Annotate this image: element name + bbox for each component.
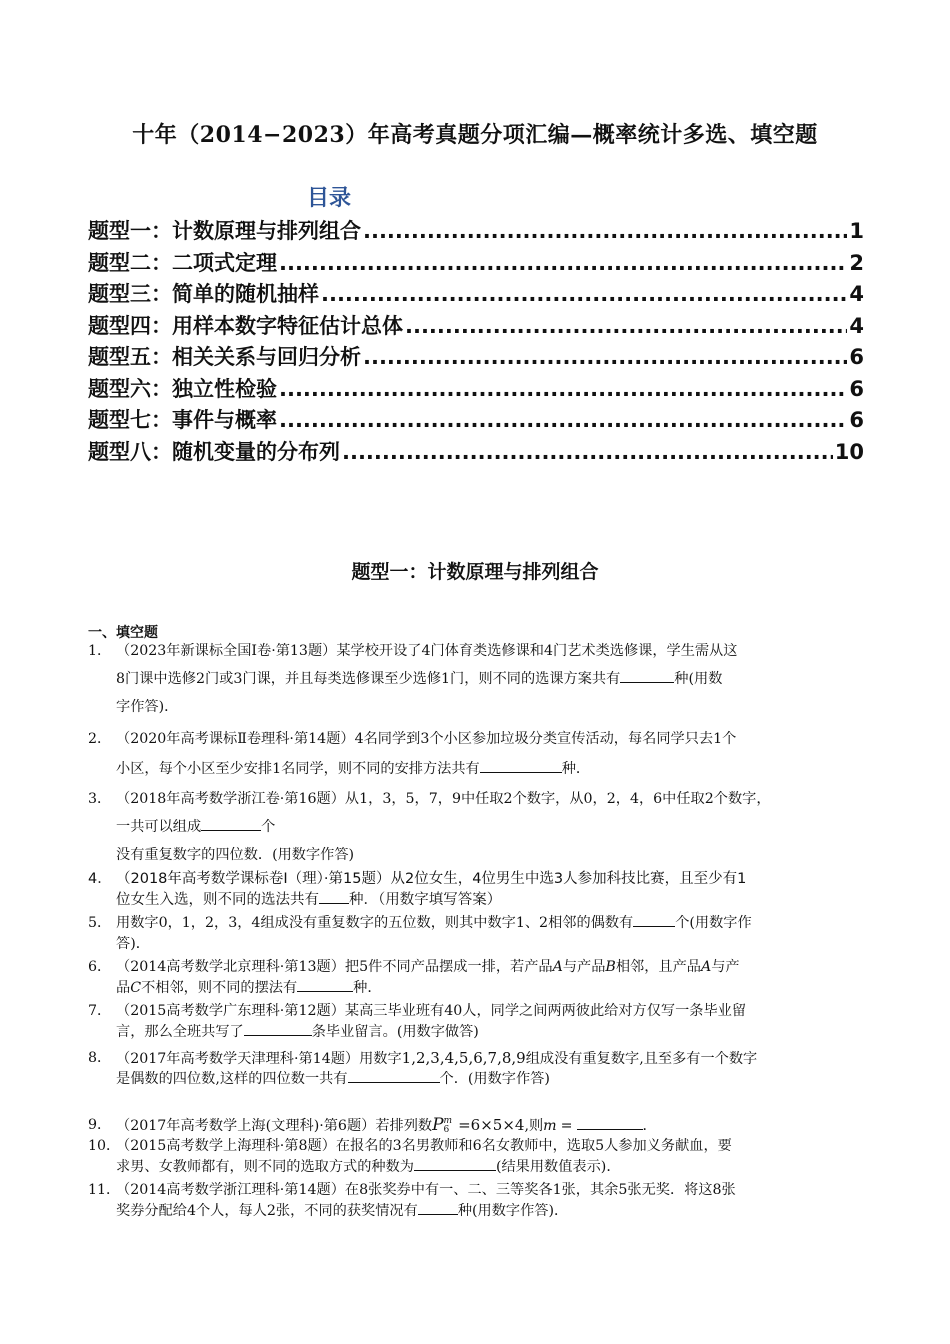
toc-leader-dots [321,282,847,306]
question-line [116,788,870,816]
question-number: 3． [88,791,112,807]
question-text: 组成没有重复数字,且至多有一个数字 [525,1051,758,1067]
answer-blank[interactable] [201,816,261,831]
question-line [116,956,870,977]
toc-entry-label: 题型七：事件与概率 [88,408,277,432]
question-item [88,868,870,912]
question-text: 个 [261,819,276,835]
toc-entry[interactable] [88,247,864,279]
question-text: 种．（用数字填写答案） [349,892,502,908]
question-number: 1． [88,643,112,659]
math-variable: A [700,959,712,975]
question-number: 2． [88,731,112,747]
question-text: （2014高考数学浙江理科·第14题）在8张奖券中有一、二、三等奖各1张，其余5张无奖．将这8张 [116,1182,736,1198]
question-text: 品 [116,980,131,996]
question-text: （2017年高考数学天津理科·第14题）用数字 [116,1051,402,1067]
question-text: 个(用数字作 [675,915,752,931]
answer-blank[interactable] [620,668,674,683]
question-text: （2018年高考数学浙江卷·第16题）从1，3，5，7，9中任取2个数字，从0，2，4，6中任取2个数字， [116,791,771,807]
question-text: （2014高考数学北京理科·第13题）把5件不同产品摆成一排，若产品 [116,959,553,975]
question-line [116,1114,870,1135]
question-line [116,889,870,912]
toc-leader-dots [363,219,847,243]
question-line [116,1021,870,1047]
toc-leader-dots [342,440,833,464]
question-item [88,1135,870,1179]
toc-entry-label: 题型一：计数原理与排列组合 [88,219,361,243]
question-line [116,696,870,728]
question-line [116,1000,870,1021]
question-line [116,933,870,956]
question-text: 种(用数 [674,671,723,687]
toc-entry-label: 题型五：相关关系与回归分析 [88,345,361,369]
answer-blank[interactable] [414,1156,496,1171]
question-text: 种． [353,980,382,996]
question-line [116,868,870,889]
question-text: ． [642,1118,657,1134]
answer-blank[interactable] [319,889,349,904]
math-subscript: 6 [443,1125,450,1135]
toc-entry-page: 6 [849,376,864,401]
question-text: 奖券分配给4个人，每人2张，不同的获奖情况有 [116,1203,418,1219]
toc-entry[interactable] [88,341,864,373]
math-expression: 1,2,3,4,5,6,7,8,9 [401,1049,526,1067]
question-text: （2015高考数学上海理科·第8题）在报名的3名男教师和6名女教师中，选取5人参加义务献血，要 [116,1138,732,1154]
question-item [88,1179,870,1223]
question-list [88,640,870,1223]
question-text: 小区，每个小区至少安排1名同学，则不同的安排方法共有 [116,761,480,777]
toc-entry[interactable] [88,373,864,405]
question-line [116,758,870,788]
question-number: 7． [88,1003,112,1019]
question-item [88,1047,870,1114]
question-text: 字作答)． [116,699,179,715]
question-text: 与产 [711,959,740,975]
question-text: （2023年新课标全国Ⅰ卷·第13题）某学校开设了4门体育类选修课和4门艺术类选修课，学生需从这 [116,643,738,659]
toc-heading: 目录 [307,186,352,211]
question-text: ,则 [524,1118,544,1134]
question-line [116,1068,870,1114]
question-text: 没有重复数字的四位数．(用数字作答) [116,847,355,863]
toc-entry-page: 4 [849,282,864,306]
math-expression: = [560,1118,573,1134]
toc-entry-label: 题型四：用样本数字特征估计总体 [88,313,403,338]
question-line [116,844,870,868]
question-line [116,728,870,758]
math-script [444,1117,453,1135]
toc-entry-label: 题型三：简单的随机抽样 [88,282,319,306]
question-line [116,1047,870,1068]
question-text: 用数字0，1，2，3，4组成没有重复数字的五位数，则其中数字1、2相邻的偶数有 [116,915,634,931]
question-line [116,1200,870,1223]
question-text: 相邻，且产品 [615,959,701,975]
math-expression: P [432,1115,444,1135]
math-superscript: m [443,1116,453,1126]
toc-entry-label: 题型六：独立性检验 [88,376,277,401]
toc-entry[interactable] [88,404,864,436]
question-number: 8． [88,1050,112,1066]
question-text: 言，那么全班共写了 [116,1024,244,1040]
question-text: （2020年高考课标Ⅱ卷理科·第14题）4名同学到3个小区参加垃圾分类宣传活动，每名同学只去1个 [116,731,737,747]
question-line [116,668,870,696]
question-text: 种(用数字作答)． [457,1203,569,1219]
toc-entry[interactable] [88,436,864,468]
toc-entry-page: 2 [849,250,864,275]
question-text: （2015高考数学广东理科·第12题）某高三毕业班有40人，同学之间两两彼此给对方仅写一条毕业留 [116,1003,747,1019]
question-item [88,1114,870,1135]
question-line [116,816,870,844]
question-line [116,977,870,1000]
question-line [116,640,870,668]
document-title: 十年（2014−2023）年高考真题分项汇编—概率统计多选、填空题 [132,122,818,148]
question-line [116,912,870,933]
question-text: 是偶数的四位数,这样的四位数一共有 [116,1071,348,1087]
question-item [88,912,870,956]
question-item [88,728,870,788]
section-subheading: 一、填空题 [88,625,158,641]
question-text: 位女生入选，则不同的选法共有 [116,892,319,908]
answer-blank[interactable] [633,912,675,927]
question-text: 一共可以组成 [116,819,202,835]
question-item [88,956,870,1000]
question-item [88,1000,870,1047]
question-text: 种． [561,761,591,777]
question-number: 10． [88,1138,121,1154]
question-number: 11． [88,1182,121,1198]
table-of-contents [88,215,864,467]
toc-leader-dots [279,377,847,401]
toc-entry-label: 题型八：随机变量的分布列 [88,439,340,464]
toc-entry-label: 题型二：二项式定理 [88,250,277,275]
math-expression: =6×5×4 [458,1116,525,1134]
question-text: 答)． [116,936,150,952]
toc-entry-page: 1 [849,219,864,243]
section-title: 题型一：计数原理与排列组合 [351,561,599,583]
math-variable: A [552,959,563,975]
answer-blank[interactable] [577,1115,643,1130]
toc-entry[interactable] [88,310,864,342]
answer-blank[interactable] [297,977,353,992]
question-number: 9． [88,1117,112,1133]
question-line [116,1179,870,1200]
toc-entry-page: 6 [849,408,864,432]
toc-leader-dots [363,345,847,369]
answer-blank[interactable] [348,1068,440,1083]
toc-leader-dots [405,314,847,338]
math-variable: C [130,980,142,996]
question-line [116,1135,870,1156]
question-text: 与产品 [562,959,606,975]
question-number: 6． [88,959,112,975]
question-text: 不相邻，则不同的摆法有 [141,980,298,996]
question-text: 条毕业留言。(用数字做答) [311,1024,479,1040]
answer-blank[interactable] [244,1021,312,1036]
question-number: 4． [88,871,112,887]
question-text: （2017年高考数学上海(文理科)·第6题）若排列数 [116,1118,433,1134]
question-item [88,788,870,868]
math-variable: B [605,959,616,975]
toc-entry[interactable] [88,215,864,247]
toc-entry-page: 4 [849,313,864,338]
answer-blank[interactable] [418,1200,458,1215]
toc-leader-dots [279,408,847,432]
toc-entry[interactable] [88,278,864,310]
toc-entry-page: 6 [849,345,864,369]
toc-entry-page: 10 [834,439,864,464]
question-item [88,640,870,728]
question-text: 个．(用数字作答) [439,1071,550,1087]
question-line [116,1156,870,1179]
toc-leader-dots [279,251,847,275]
question-number: 5． [88,915,112,931]
question-text: （2018年高考数学课标卷Ⅰ（理）·第15题）从2位女生，4位男生中选3人参加科技比赛，且至少有1 [116,871,747,887]
math-variable: m [543,1118,557,1134]
question-text: (结果用数值表示)． [495,1159,621,1175]
question-text: 8门课中选修2门或3门课，并且每类选修课至少选修1门，则不同的选课方案共有 [116,671,621,687]
question-text: 求男、女教师都有，则不同的选取方式的种数为 [116,1159,414,1175]
answer-blank[interactable] [480,758,562,773]
